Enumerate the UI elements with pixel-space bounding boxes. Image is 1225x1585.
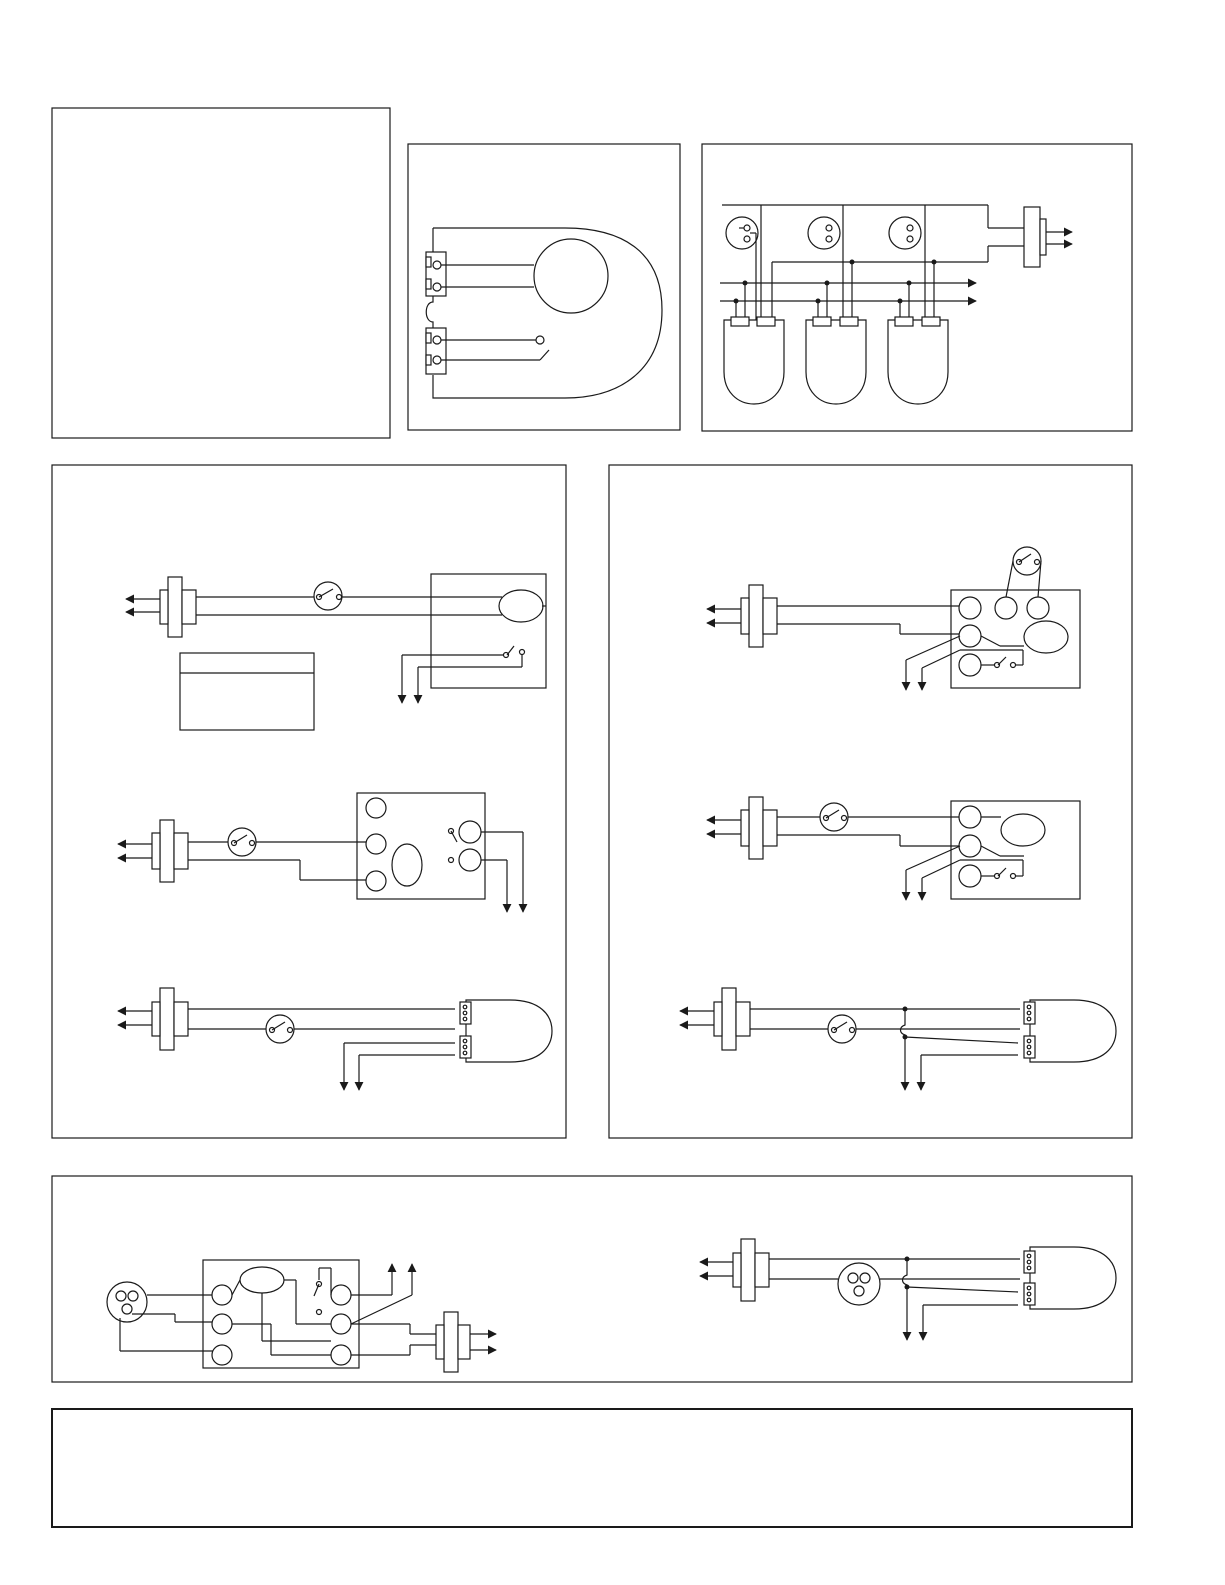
multi-unit-panel: [702, 144, 1132, 431]
motor-icon: [1001, 814, 1045, 846]
outlet-icon: [107, 1282, 147, 1322]
wiring-diagram-h: [700, 1239, 1116, 1340]
outlet-icon: [889, 217, 921, 249]
outlet-icon: [838, 1263, 880, 1305]
appliance-icon: [466, 1000, 552, 1062]
notes-panel: [52, 1409, 1132, 1527]
plug-connector-icon: [1024, 207, 1072, 267]
appliance-icon: [1030, 1000, 1116, 1062]
wiring-panel-left: [52, 465, 566, 1138]
motor-icon: [1024, 621, 1068, 653]
plug-connector-icon: [436, 1312, 496, 1372]
legend-panel: [52, 108, 390, 438]
outlet-icon: [808, 217, 840, 249]
wiring-diagram-a: [126, 574, 546, 730]
motor-icon: [392, 844, 422, 886]
wiring-diagram-b: [118, 793, 523, 912]
wiring-diagram-e: [707, 797, 1080, 900]
unit-1: [724, 205, 784, 404]
appliance-icon: [1030, 1247, 1116, 1309]
motor-icon: [499, 590, 543, 622]
wiring-diagram-d: [707, 547, 1080, 690]
unit-2: [806, 205, 866, 404]
wiring-diagram-g: [107, 1260, 496, 1372]
motor-icon: [534, 239, 608, 313]
switch-icon: [441, 336, 549, 360]
motor-icon: [240, 1267, 284, 1293]
wiring-panel-bottom: [52, 1176, 1132, 1382]
motor-schematic-panel: [408, 144, 680, 430]
unit-3: [888, 205, 948, 404]
wiring-diagram-f: [680, 988, 1116, 1090]
wiring-panel-right: [609, 465, 1132, 1138]
wiring-diagram-c: [118, 988, 552, 1090]
